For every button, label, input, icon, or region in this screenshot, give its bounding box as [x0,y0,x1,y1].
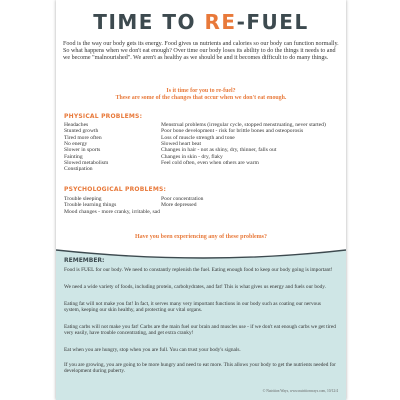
list-item: Trouble sleeping [64,196,102,202]
copyright-footer: © Nutrition Ways, www.nutritionways.com, 10/12/4 [262,389,338,393]
page-title [56,10,346,34]
physical-problems-left-list [64,122,108,173]
list-item: Tired more often [64,134,102,141]
list-item: Constipation [64,166,93,173]
handout-page [56,0,346,400]
list-item: Trouble learning things [64,202,117,209]
title-part-3: -FUEL [236,10,309,34]
list-item: Fainting [64,153,83,160]
refuel-question [56,88,346,103]
list-item: Slowed metabolism [64,160,109,167]
title-part-1: TIME TO [93,10,205,34]
list-item: Stunted growth [64,128,99,135]
closing-question: Have you been experiencing any of these problems? [134,234,268,240]
list-item: Changes in hair - not as shiny, dry, thinner, falls out [161,147,277,154]
list-item: Loss of muscle strength and tone [161,134,235,141]
wave-divider [56,244,346,268]
question-line-2: These are some of the changes that occur when we don't eat enough. [115,95,287,102]
list-item: Feel cold often, even when others are warm [161,160,259,167]
list-item: No energy [64,141,88,148]
title-part-2: RE [204,10,237,34]
remember-heading: REMEMBER: [64,257,105,264]
remember-paragraph: We need a wide variety of foods, including protein, carbohydrates, and fat! This is what gives us energy and fuels our body. [64,284,326,290]
list-item: Poor concentration [161,196,204,202]
list-item: More depressed [161,202,197,209]
physical-problems-right-list [161,122,326,166]
list-item: Slower in sports [64,147,101,154]
list-item: Menstrual problems (irregular cycle, stopped menstruating, never started) [161,122,326,128]
question-line-1: Is it time for you to re-fuel? [166,88,236,94]
remember-paragraph: If you are growing, you are going to be more hungry and need to eat more. This allows your body to get the nutrients needed for development during puberty. [64,362,336,375]
list-item: Changes in skin - dry, flaky [161,153,223,160]
remember-paragraph: Eat when you are hungry, stop when you are full. You can trust your body's signals. [64,347,241,353]
psychological-problems-heading: PSYCHOLOGICAL PROBLEMS: [64,186,167,193]
remember-paragraph: Eating carbs will not make you fat! Carbs are the main fuel our brain and muscles use - if we don't eat enough carbs we get tired very easily, have trouble concentrating, and get extra cranky! [64,324,336,337]
intro-paragraph: Food is the way our body gets its energy. Food gives us nutrients and calories so our body can function normally. So what happens when we don't eat enough? Over time our body loses its ability to do the things it needs to and we become "malnourished". We aren't as healthy as we should be and it becomes difficult to do many things. [63,41,339,62]
psychological-problems-left-list [64,196,160,215]
list-item: Poor bone development - risk for brittle bones and osteoporosis [161,128,304,135]
physical-problems-heading: PHYSICAL PROBLEMS: [64,113,143,120]
list-item: Slowed heart beat [161,141,202,148]
remember-paragraph: Eating fat will not make you fat! In fact, it serves many very important functions in our body such as coating our nervous system, keeping our skin healthy, and protecting our vital organs. [64,301,321,314]
psychological-problems-right-list [161,196,203,209]
list-item: Mood changes - more cranky, irritable, sad [64,208,160,215]
list-item: Headaches [64,122,89,128]
remember-paragraph: Food is FUEL for our body. We need to constantly replenish the fuel. Eating enough food to keep our body going is important! [64,267,333,273]
